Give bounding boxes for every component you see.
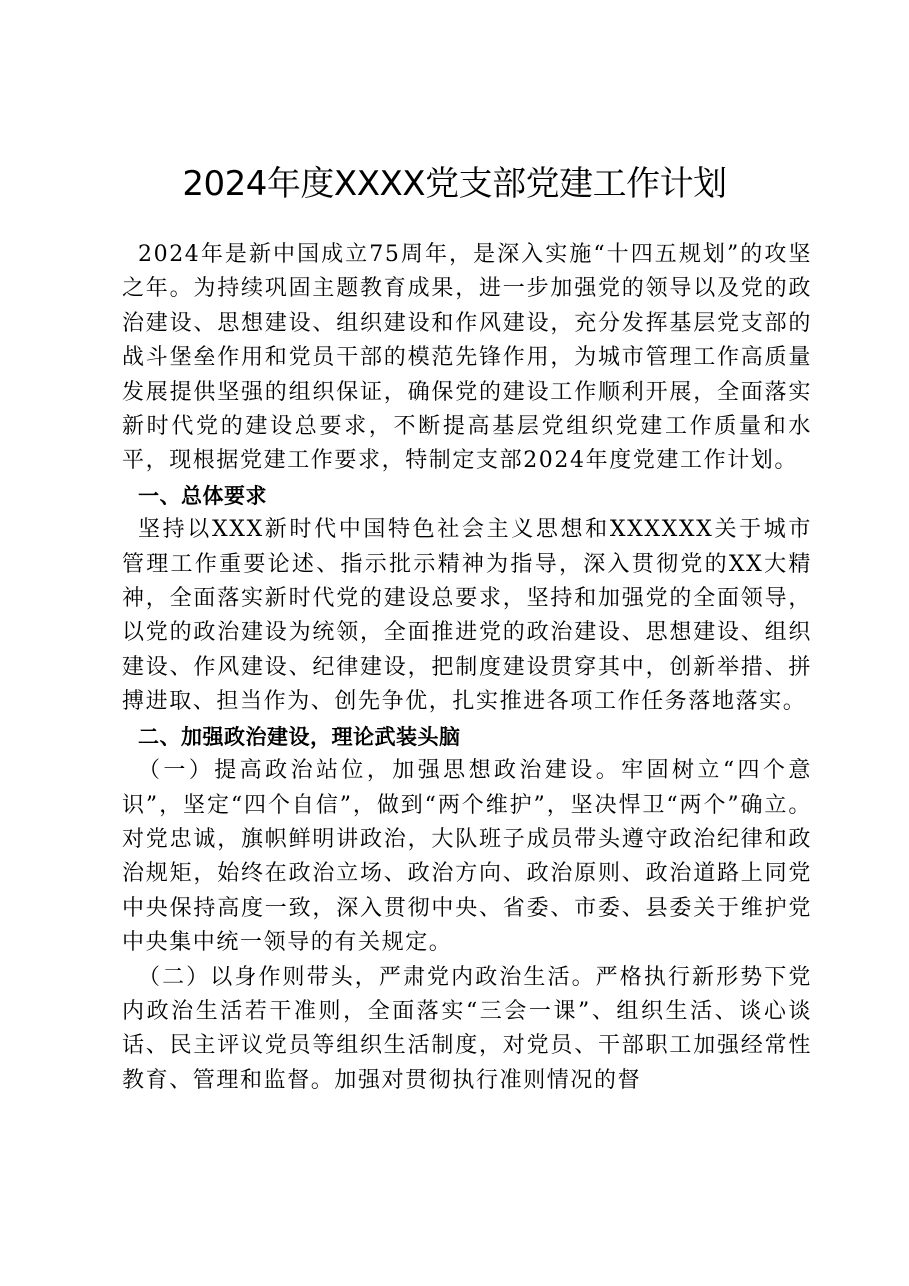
section-heading-general-requirements: 一、总体要求 <box>138 483 267 508</box>
document-body <box>122 238 812 1098</box>
document-title: 2024年度XXXX党支部党建工作计划 <box>182 164 727 204</box>
general-requirements-paragraph: 坚持以XXX新时代中国特色社会主义思想和XXXXXX关于城市管理工作重要论述、指示批示精神为指导，深入贯彻党的XX大精神，全面落实新时代党的建设总要求，坚持和加强党的全面领导，以党的政治建设为统领，全面推进党的政治建设、思想建设、组织建设、作风建设、纪律建设，把制度建设贯穿其中，创新举措、拼搏进取、担当作为、创先争优，扎实推进各项工作任务落地落实。 <box>122 517 812 715</box>
political-building-item-2: （二）以身作则带头，严肃党内政治生活。严格执行新形势下党内政治生活若干准则，全面落实“三会一课”、组织生活、谈心谈话、民主评议党员等组织生活制度，对党员、干部职工加强经常性教育、管理和监督。加强对贯彻执行准则情况的督 <box>122 964 812 1093</box>
political-building-item-1: （一）提高政治站位，加强思想政治建设。牢固树立“四个意识”，坚定“四个自信”，做到“两个维护”，坚决悍卫“两个”确立。对党忠诚，旗帜鲜明讲政治，大队班子成员带头遵守政治纪律和政治规矩，始终在政治立场、政治方向、政治原则、政治道路上同党中央保持高度一致，深入贯彻中央、省委、市委、县委关于维护党中央集中统一领导的有关规定。 <box>122 758 812 956</box>
intro-paragraph: 2024年是新中国成立75周年，是深入实施“十四五规划”的攻坚之年。为持续巩固主题教育成果，进一步加强党的领导以及党的政治建设、思想建设、组织建设和作风建设，充分发挥基层党支部的战斗堡垒作用和党员干部的模范先锋作用，为城市管理工作高质量发展提供坚强的组织保证，确保党的建设工作顺利开展，全面落实新时代党的建设总要求，不断提高基层党组织党建工作质量和水平，现根据党建工作要求，特制定支部2024年度党建工作计划。 <box>122 242 812 474</box>
section-heading-political-building: 二、加强政治建设，理论武装头脑 <box>138 724 461 749</box>
